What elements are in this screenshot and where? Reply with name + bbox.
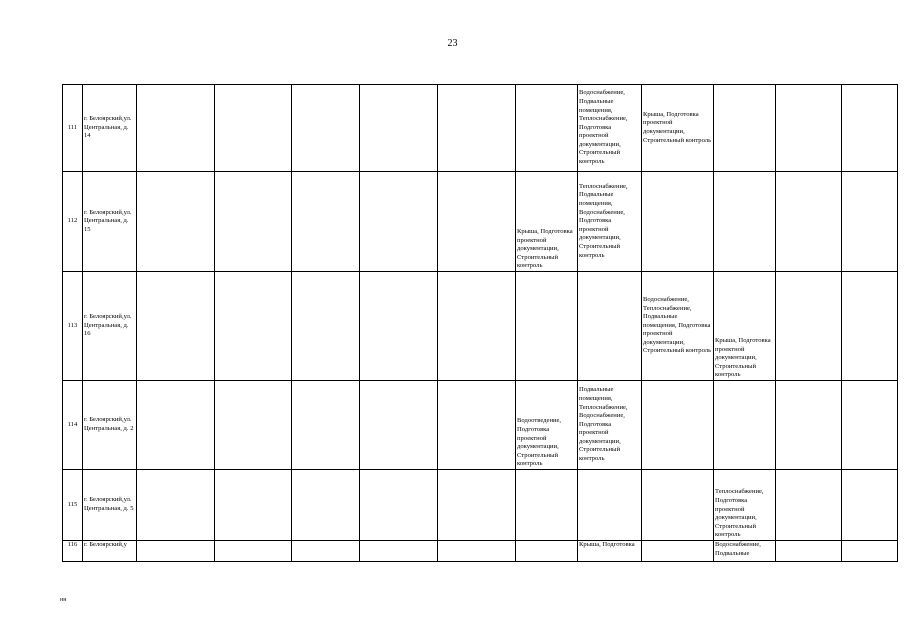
- table-cell: [360, 541, 438, 562]
- table-cell: [137, 381, 215, 470]
- works-cell: [516, 541, 578, 562]
- table-cell: [137, 172, 215, 272]
- table-row: [63, 172, 898, 272]
- table-cell: [842, 85, 898, 172]
- table-row: [63, 541, 898, 562]
- works-cell: [714, 381, 776, 470]
- page-number: 23: [447, 38, 458, 49]
- table-cell: [137, 541, 215, 562]
- works-cell: [516, 470, 578, 541]
- table-cell: [292, 541, 360, 562]
- table-cell: [215, 272, 292, 381]
- table-cell: [776, 85, 842, 172]
- table-cell: [292, 381, 360, 470]
- table-cell: [438, 541, 516, 562]
- table-cell: [438, 272, 516, 381]
- works-cell: [516, 272, 578, 381]
- table-row: [63, 381, 898, 470]
- table-cell: [438, 470, 516, 541]
- table-cell: [842, 470, 898, 541]
- works-cell: [516, 85, 578, 172]
- table-row: [63, 470, 898, 541]
- table-cell: [842, 272, 898, 381]
- row-address: г. Белоярский,ул. Центральная, д. 15: [83, 172, 137, 272]
- row-address: г. Белоярский,у: [83, 541, 137, 562]
- works-cell: [578, 470, 642, 541]
- table-cell: [776, 381, 842, 470]
- table-cell: [438, 381, 516, 470]
- table-cell: [215, 470, 292, 541]
- works-cell: Водоотведение, Подготовка проектной документации, Строительный контроль: [516, 381, 578, 470]
- table-cell: [438, 172, 516, 272]
- table-cell: [215, 85, 292, 172]
- table-cell: [360, 470, 438, 541]
- row-number: 112: [63, 172, 83, 272]
- table-cell: [292, 470, 360, 541]
- works-cell: [642, 172, 714, 272]
- row-number: 111: [63, 85, 83, 172]
- row-address: г. Белоярский,ул. Центральная, д. 5: [83, 470, 137, 541]
- table-cell: [292, 272, 360, 381]
- table-cell: [360, 272, 438, 381]
- row-address: г. Белоярский,ул. Центральная, д. 16: [83, 272, 137, 381]
- row-number: 116: [63, 541, 83, 562]
- works-cell: [642, 470, 714, 541]
- row-number: 115: [63, 470, 83, 541]
- table-cell: [842, 172, 898, 272]
- table-cell: [215, 381, 292, 470]
- table-row: [63, 85, 898, 172]
- table-cell: [776, 172, 842, 272]
- table-cell: [360, 172, 438, 272]
- works-cell: [714, 172, 776, 272]
- row-number: 114: [63, 381, 83, 470]
- table-row: [63, 272, 898, 381]
- table-cell: [842, 381, 898, 470]
- footer-mark: нн: [60, 597, 67, 603]
- table-cell: [842, 541, 898, 562]
- table-cell: [137, 470, 215, 541]
- table-cell: [215, 172, 292, 272]
- row-address: г. Белоярский,ул. Центральная, д. 2: [83, 381, 137, 470]
- works-cell: [578, 272, 642, 381]
- works-cell: Теплоснабжение, Подготовка проектной документации, Строительный контроль: [714, 470, 776, 541]
- table-cell: [137, 85, 215, 172]
- works-cell: [714, 85, 776, 172]
- table-cell: [776, 470, 842, 541]
- table-cell: [292, 85, 360, 172]
- table-cell: [215, 541, 292, 562]
- row-number: 113: [63, 272, 83, 381]
- works-table: [62, 84, 898, 562]
- table-cell: [438, 85, 516, 172]
- works-cell: Крыша, Подготовка проектной документации, Строительный контроль: [516, 172, 578, 272]
- table-cell: [776, 541, 842, 562]
- works-cell: Водоснабжение, Подвальные помещения, Теплоснабжение, Подготовка проектной документации, Строительный контроль: [578, 85, 642, 172]
- works-cell: Крыша, Подготовка: [578, 541, 642, 562]
- table-cell: [360, 381, 438, 470]
- works-cell: [642, 381, 714, 470]
- works-cell: [642, 541, 714, 562]
- works-cell: Теплоснабжение, Подвальные помещения, Водоснабжение, Подготовка проектной документации, Строительный контроль: [578, 172, 642, 272]
- table-cell: [776, 272, 842, 381]
- works-cell: Водоснабжение, Подвальные: [714, 541, 776, 562]
- table-cell: [360, 85, 438, 172]
- table-cell: [292, 172, 360, 272]
- works-cell: Подвальные помещения, Теплоснабжение, Водоснабжение, Подготовка проектной документации, Строительный контроль: [578, 381, 642, 470]
- row-address: г. Белоярский,ул. Центральная, д. 14: [83, 85, 137, 172]
- works-cell: Водоснабжение, Теплоснабжение, Подвальные помещения, Подготовка проектной документации, Строительный контроль: [642, 272, 714, 381]
- table-cell: [137, 272, 215, 381]
- works-cell: Крыша, Подготовка проектной документации, Строительный контроль: [642, 85, 714, 172]
- works-cell: Крыша, Подготовка проектной документации, Строительный контроль: [714, 272, 776, 381]
